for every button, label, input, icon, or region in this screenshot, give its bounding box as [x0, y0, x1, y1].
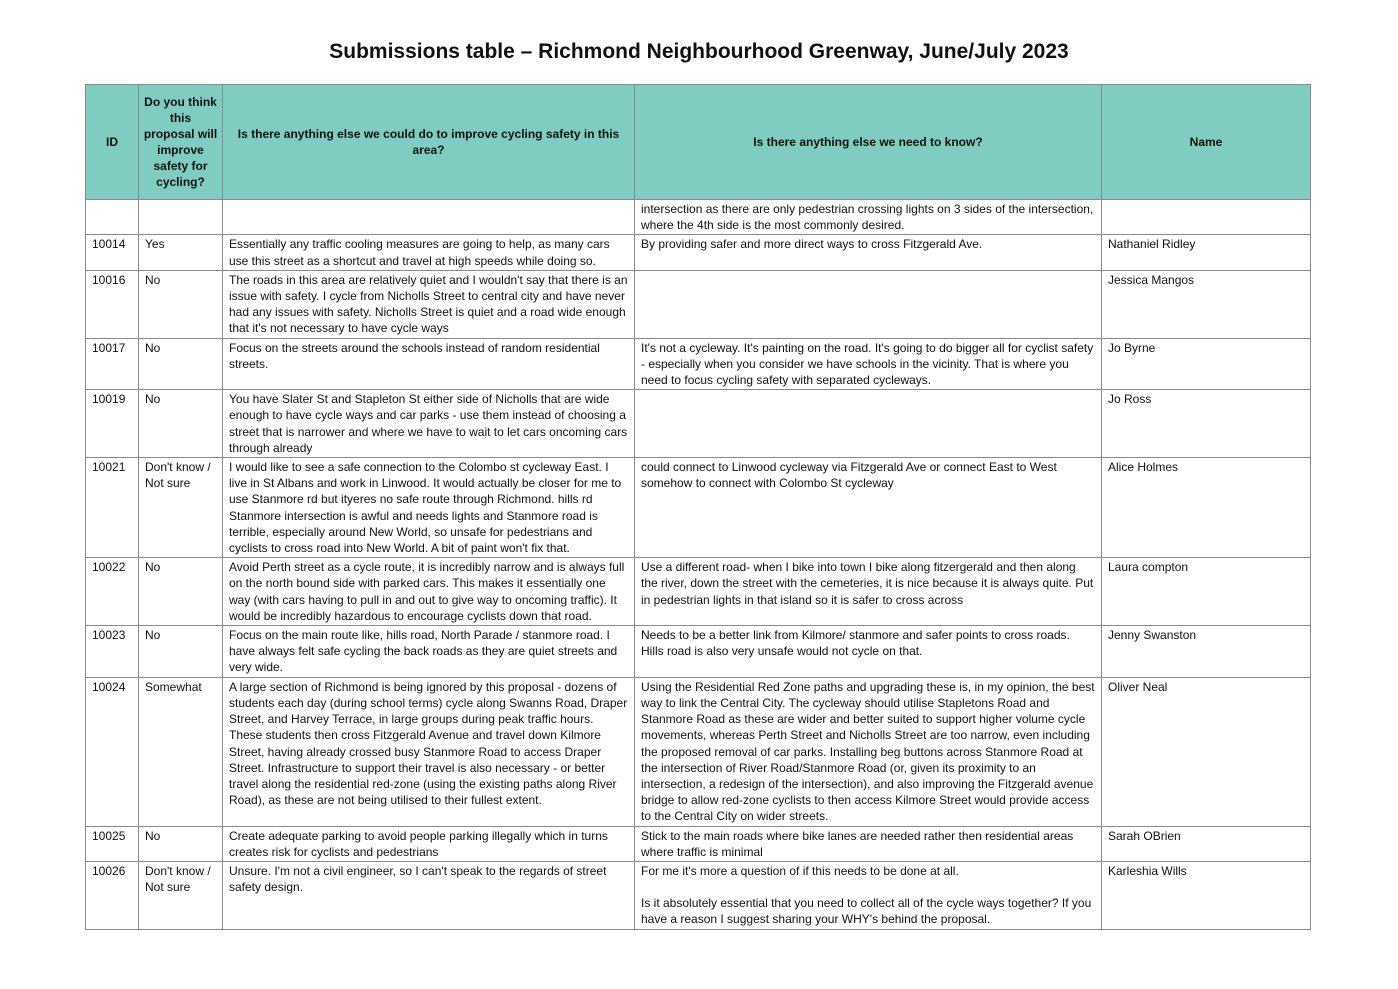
cell-need-to-know	[635, 458, 1102, 558]
cell-improve: Focus on the streets around the schools instead of random residential streets.	[223, 338, 635, 390]
cell-paragraph: For me it's more a question of if this needs to be done at all.	[641, 863, 959, 878]
table-row	[86, 826, 1311, 861]
cell-paragraph: Is it absolutely essential that you need to collect all of the cycle ways together? If you have a reason I suggest sharing your WHY's behind the proposal.	[641, 896, 1092, 927]
cell-improve: I would like to see a safe connection to the Colombo st cycleway East. I live in St Albans and work in Linwood. It would actually be closer for me to use Stanmore rd but ityeres no safe route through Richmond. hills rd Stanmore intersection is awful and needs lights and Stanmore road is terrible, especially around New World, so unsafe for pedestrians and cyclists to cross road into New World. A bit of paint won't fix that.	[223, 458, 635, 558]
cell-paragraph: By providing safer and more direct ways to cross Fitzgerald Ave.	[641, 237, 983, 252]
cell-improve: The roads in this area are relatively quiet and I wouldn't say that there is an issue with safety. I cycle from Nicholls Street to central city and have never had any issues with safety. Nicholls Street is quiet and a road wide enough that it's not necessary to have cycle ways	[223, 270, 635, 338]
column-header-id: ID	[86, 85, 139, 200]
submissions-table	[85, 84, 1311, 930]
cell-need-to-know	[635, 338, 1102, 390]
table-row	[86, 558, 1311, 626]
cell-name: Jenny Swanston	[1102, 626, 1311, 678]
cell-id: 10022	[86, 558, 139, 626]
cell-name: Jessica Mangos	[1102, 270, 1311, 338]
table-row	[86, 270, 1311, 338]
cell-safety: No	[139, 270, 223, 338]
cell-need-to-know	[635, 235, 1102, 270]
cell-id: 10014	[86, 235, 139, 270]
table-row	[86, 626, 1311, 678]
cell-name: Oliver Neal	[1102, 677, 1311, 826]
cell-id: 10016	[86, 270, 139, 338]
cell-safety: No	[139, 390, 223, 458]
table-row	[86, 861, 1311, 929]
cell-paragraph: Stick to the main roads where bike lanes are needed rather then residential areas where traffic is minimal	[641, 828, 1074, 859]
table-row	[86, 677, 1311, 826]
column-header-name: Name	[1102, 85, 1311, 200]
table-header-row	[86, 85, 1311, 200]
table-row	[86, 338, 1311, 390]
cell-id: 10026	[86, 861, 139, 929]
table-row	[86, 235, 1311, 270]
cell-need-to-know	[635, 626, 1102, 678]
cell-need-to-know	[635, 861, 1102, 929]
cell-paragraph: could connect to Linwood cycleway via Fitzgerald Ave or connect East to West somehow to connect with Colombo St cycleway	[641, 460, 1057, 491]
cell-need-to-know	[635, 270, 1102, 338]
cell-id: 10019	[86, 390, 139, 458]
cell-name: Sarah OBrien	[1102, 826, 1311, 861]
cell-need-to-know	[635, 558, 1102, 626]
cell-improve: Avoid Perth street as a cycle route, it is incredibly narrow and is always full on the north bound side with parked cars. This makes it essentially one way (with cars having to pull in and out to give way to oncoming traffic). It would be incredibly hazardous to encourage cyclists down that road.	[223, 558, 635, 626]
cell-name: Karleshia Wills	[1102, 861, 1311, 929]
page-title: Submissions table – Richmond Neighbourhood Greenway, June/July 2023	[329, 40, 1069, 63]
cell-safety: No	[139, 826, 223, 861]
cell-improve	[223, 200, 635, 235]
column-header-need-to-know: Is there anything else we need to know?	[635, 85, 1102, 200]
cell-safety: No	[139, 558, 223, 626]
cell-id: 10021	[86, 458, 139, 558]
cell-improve: A large section of Richmond is being ignored by this proposal - dozens of students each day (during school terms) cycle along Swanns Road, Draper Street, and Harvey Terrace, in large groups during peak traffic hours. These students then cross Fitzgerald Avenue and travel down Kilmore Street, having already crossed busy Stanmore Road to access Draper Street. Infrastructure to support their travel is also necessary - or better travel along the residential red-zone (using the existing paths along River Road), as these are not being utilised to their fullest extent.	[223, 677, 635, 826]
cell-safety: Somewhat	[139, 677, 223, 826]
cell-need-to-know	[635, 677, 1102, 826]
cell-safety: No	[139, 338, 223, 390]
cell-paragraph: Use a different road- when I bike into town I bike along fitzergerald and then along the river, down the street with the cemeteries, it is nice because it is always quite. Put in pedestrian lights in that island so it is safer to cross across	[641, 560, 1094, 607]
cell-improve: Essentially any traffic cooling measures are going to help, as many cars use this street as a shortcut and travel at high speeds while doing so.	[223, 235, 635, 270]
column-header-improve: Is there anything else we could do to improve cycling safety in this area?	[223, 85, 635, 200]
cell-safety: Don't know / Not sure	[139, 458, 223, 558]
cell-id: 10023	[86, 626, 139, 678]
cell-improve: Unsure. I'm not a civil engineer, so I can't speak to the regards of street safety design.	[223, 861, 635, 929]
cell-need-to-know	[635, 390, 1102, 458]
cell-id	[86, 200, 139, 235]
table-body	[86, 200, 1311, 930]
cell-improve: Focus on the main route like, hills road, North Parade / stanmore road. I have always felt safe cycling the back roads as they are quiet streets and very wide.	[223, 626, 635, 678]
cell-name: Jo Ross	[1102, 390, 1311, 458]
cell-paragraph: Needs to be a better link from Kilmore/ stanmore and safer points to cross roads. Hills road is also very unsafe would not cycle on that.	[641, 628, 1070, 659]
cell-id: 10024	[86, 677, 139, 826]
cell-need-to-know	[635, 826, 1102, 861]
table-row	[86, 390, 1311, 458]
cell-paragraph: intersection as there are only pedestrian crossing lights on 3 sides of the intersection, where the 4th side is the most commonly desired.	[641, 202, 1094, 233]
cell-name: Laura compton	[1102, 558, 1311, 626]
cell-name: Alice Holmes	[1102, 458, 1311, 558]
cell-safety: Don't know / Not sure	[139, 861, 223, 929]
cell-paragraph: Using the Residential Red Zone paths and upgrading these is, in my opinion, the best way to link the Central City. The cycleway should utilise Stapletons Road and Stanmore Road as these are wider and better suited to support higher volume cycle movements, whereas Perth Street and Nicholls Street are too narrow, even including the proposed removal of car parks. Installing beg buttons across Stanmore Road at the intersection of River Road/Stanmore Road (or, given its proximity to an intersection, a redesign of the intersection), and also improving the Fitzgerald avenue bridge to allow red-zone cyclists to then access Kilmore Street would provide access to the Central City on wider streets.	[641, 679, 1095, 824]
cell-safety: Yes	[139, 235, 223, 270]
table-row	[86, 458, 1311, 558]
cell-safety	[139, 200, 223, 235]
cell-name	[1102, 200, 1311, 235]
cell-improve: You have Slater St and Stapleton St either side of Nicholls that are wide enough to have cycle ways and car parks - use them instead of choosing a street that is narrower and where we have to wait to let cars oncoming cars through already	[223, 390, 635, 458]
cell-id: 10017	[86, 338, 139, 390]
column-header-safety: Do you think this proposal will improve safety for cycling?	[139, 85, 223, 200]
cell-safety: No	[139, 626, 223, 678]
cell-improve: Create adequate parking to avoid people parking illegally which in turns creates risk for cyclists and pedestrians	[223, 826, 635, 861]
cell-name: Jo Byrne	[1102, 338, 1311, 390]
cell-id: 10025	[86, 826, 139, 861]
cell-need-to-know	[635, 200, 1102, 235]
cell-paragraph: It's not a cycleway. It's painting on the road. It's going to do bigger all for cyclist safety - especially when you consider we have schools in the vicinity. That is where you need to focus cycling safety with separated cycleways.	[641, 340, 1094, 388]
cell-name: Nathaniel Ridley	[1102, 235, 1311, 270]
table-row	[86, 200, 1311, 235]
